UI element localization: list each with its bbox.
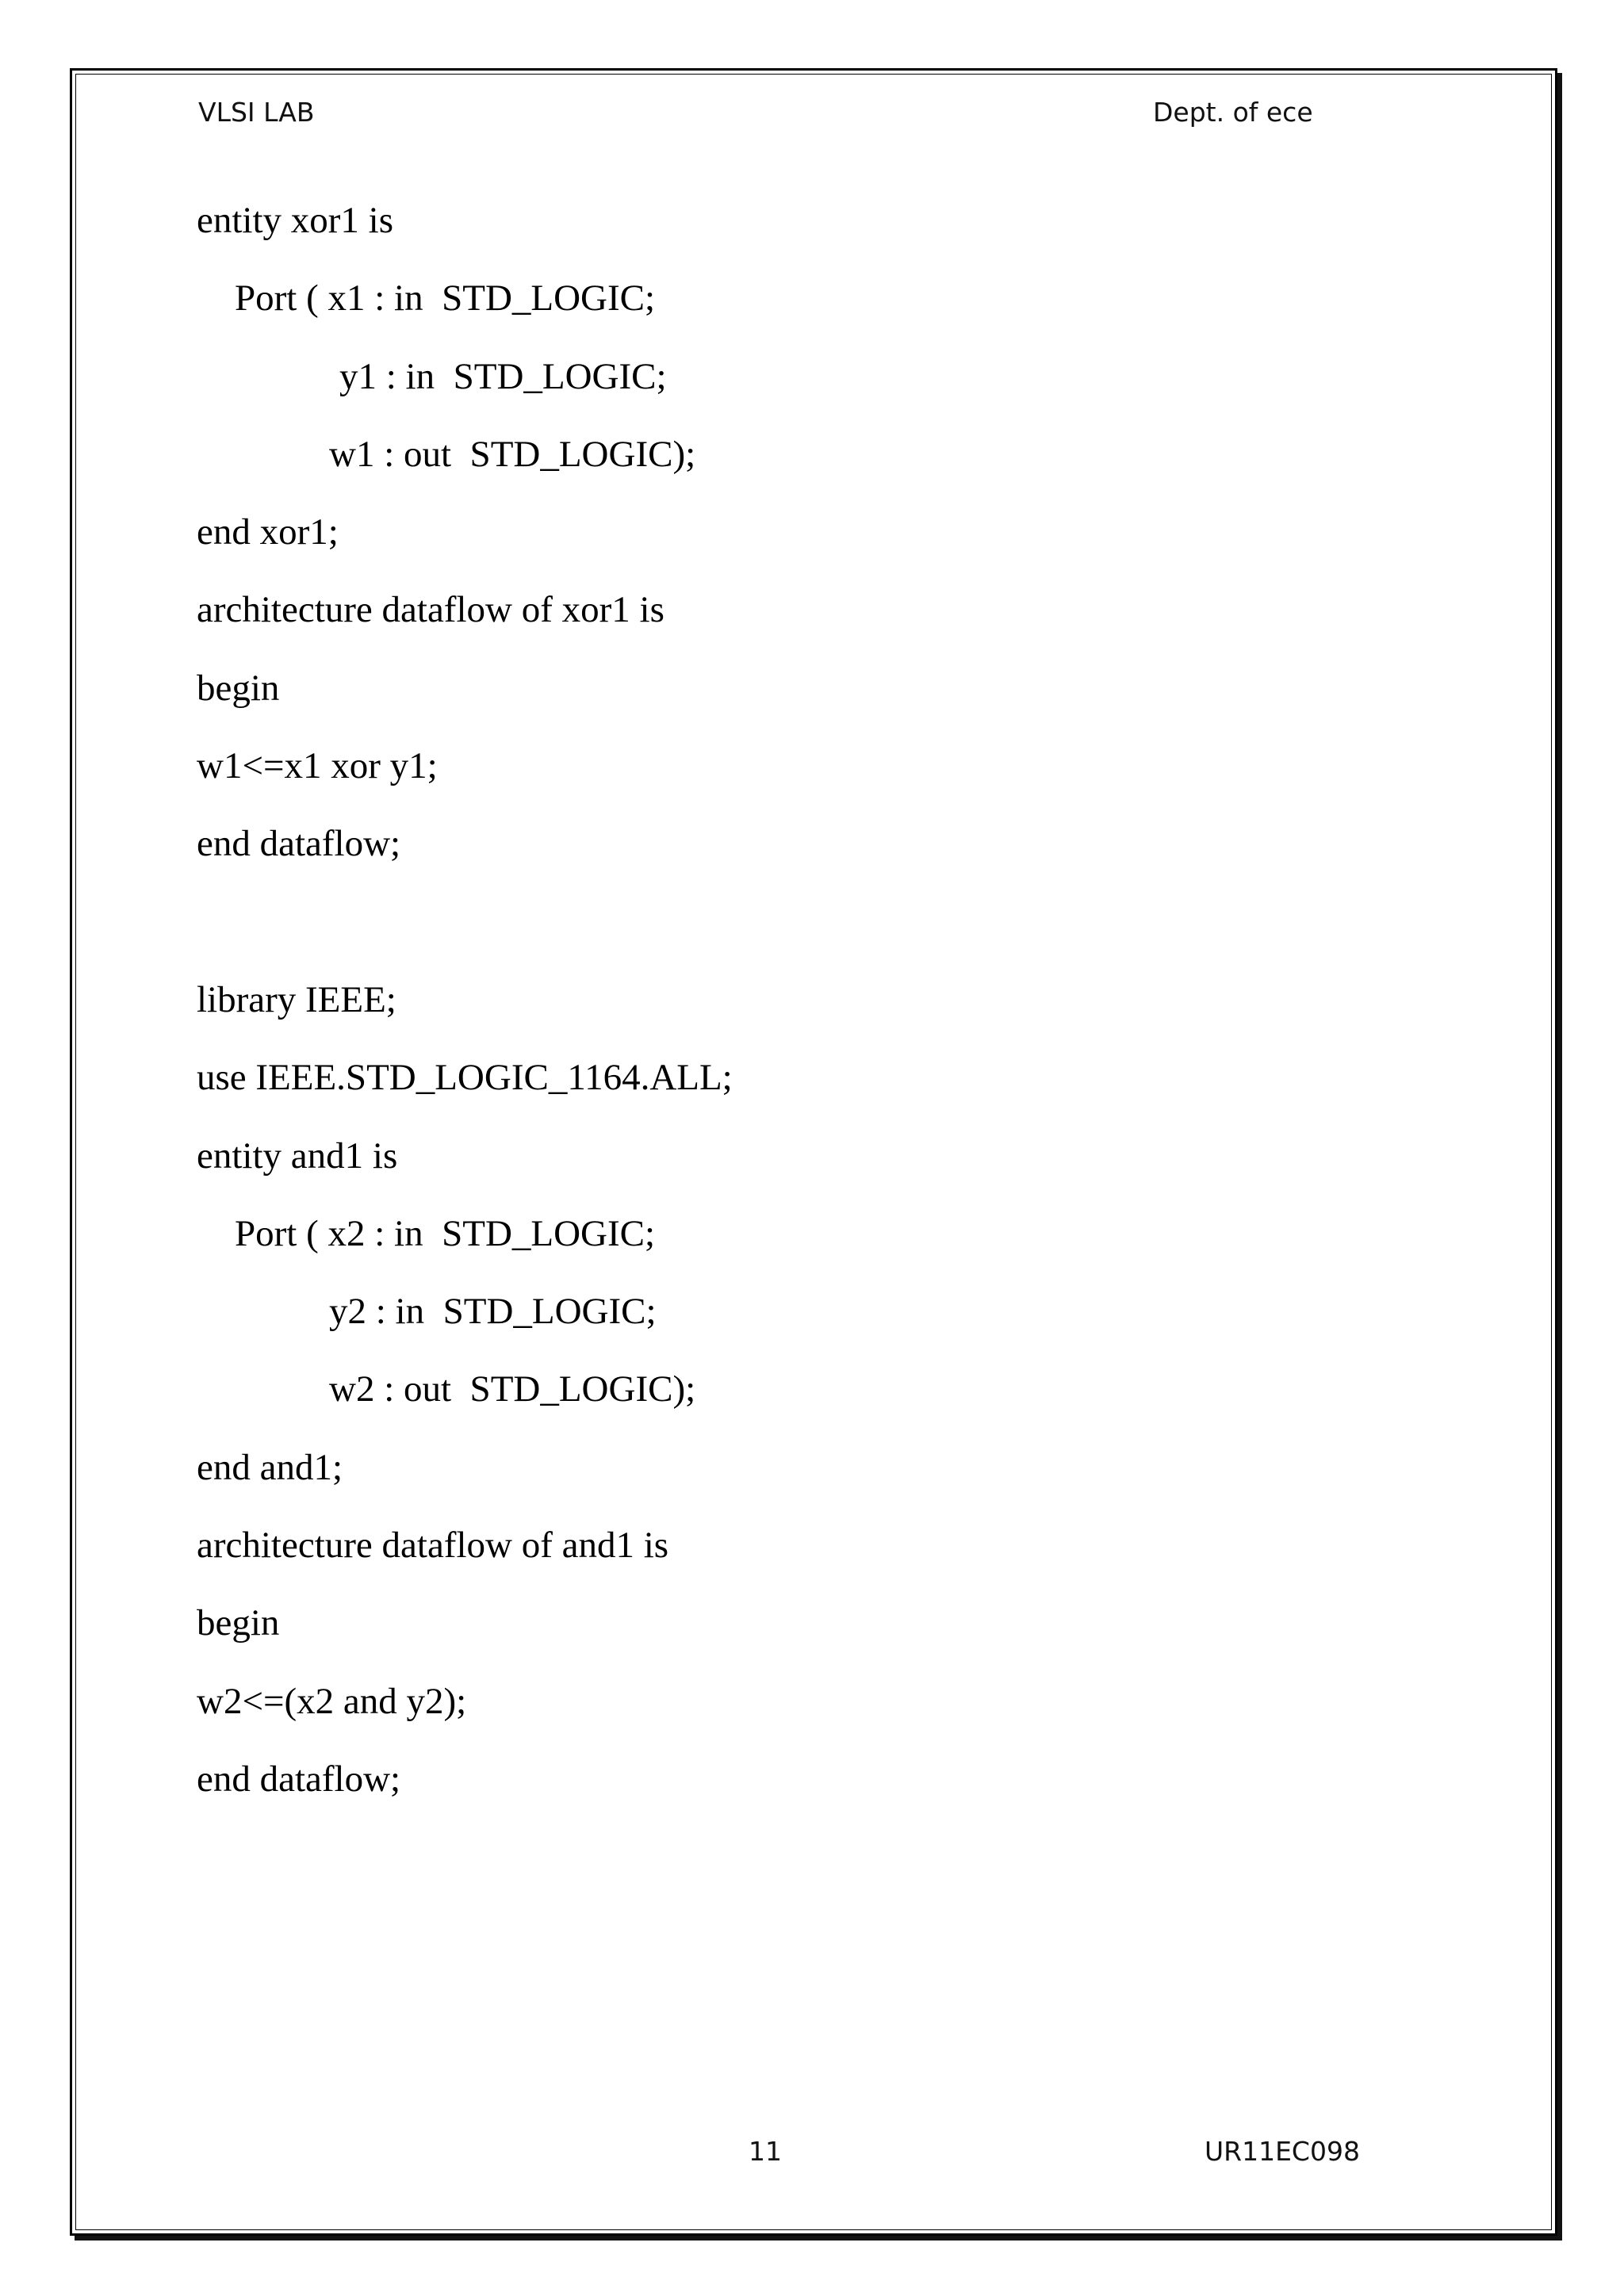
vhdl-code-block: [197, 194, 733, 1831]
code-line: entity xor1 is: [197, 200, 394, 241]
code-line: Port ( x1 : in STD_LOGIC;: [235, 277, 656, 320]
code-line: y2 : in STD_LOGIC;: [329, 1291, 657, 1333]
footer-page-number: 11: [749, 2136, 782, 2167]
footer-roll-number: UR11EC098: [1205, 2136, 1360, 2167]
header-lab-title: VLSI LAB: [198, 97, 315, 128]
code-line: y1 : in STD_LOGIC;: [339, 355, 667, 397]
code-line: begin: [197, 667, 280, 709]
header-department: Dept. of ece: [1153, 97, 1313, 128]
code-line: w2 : out STD_LOGIC);: [329, 1368, 696, 1410]
code-line: end and1;: [197, 1446, 343, 1488]
code-line: end dataflow;: [197, 823, 401, 865]
code-line: begin: [197, 1602, 280, 1644]
code-line: w2<=(x2 and y2);: [197, 1680, 467, 1722]
code-line: library IEEE;: [197, 978, 396, 1020]
code-line: Port ( x2 : in STD_LOGIC;: [235, 1212, 656, 1254]
code-line: architecture dataflow of and1 is: [197, 1525, 669, 1567]
code-line: entity and1 is: [197, 1135, 398, 1177]
code-line: w1 : out STD_LOGIC);: [329, 433, 696, 475]
code-line: end xor1;: [197, 511, 339, 553]
code-line: end dataflow;: [197, 1758, 401, 1800]
code-line: use IEEE.STD_LOGIC_1164.ALL;: [197, 1057, 733, 1099]
code-line: architecture dataflow of xor1 is: [197, 589, 665, 631]
blank-line: [197, 896, 733, 974]
code-line: w1<=x1 xor y1;: [197, 745, 438, 787]
